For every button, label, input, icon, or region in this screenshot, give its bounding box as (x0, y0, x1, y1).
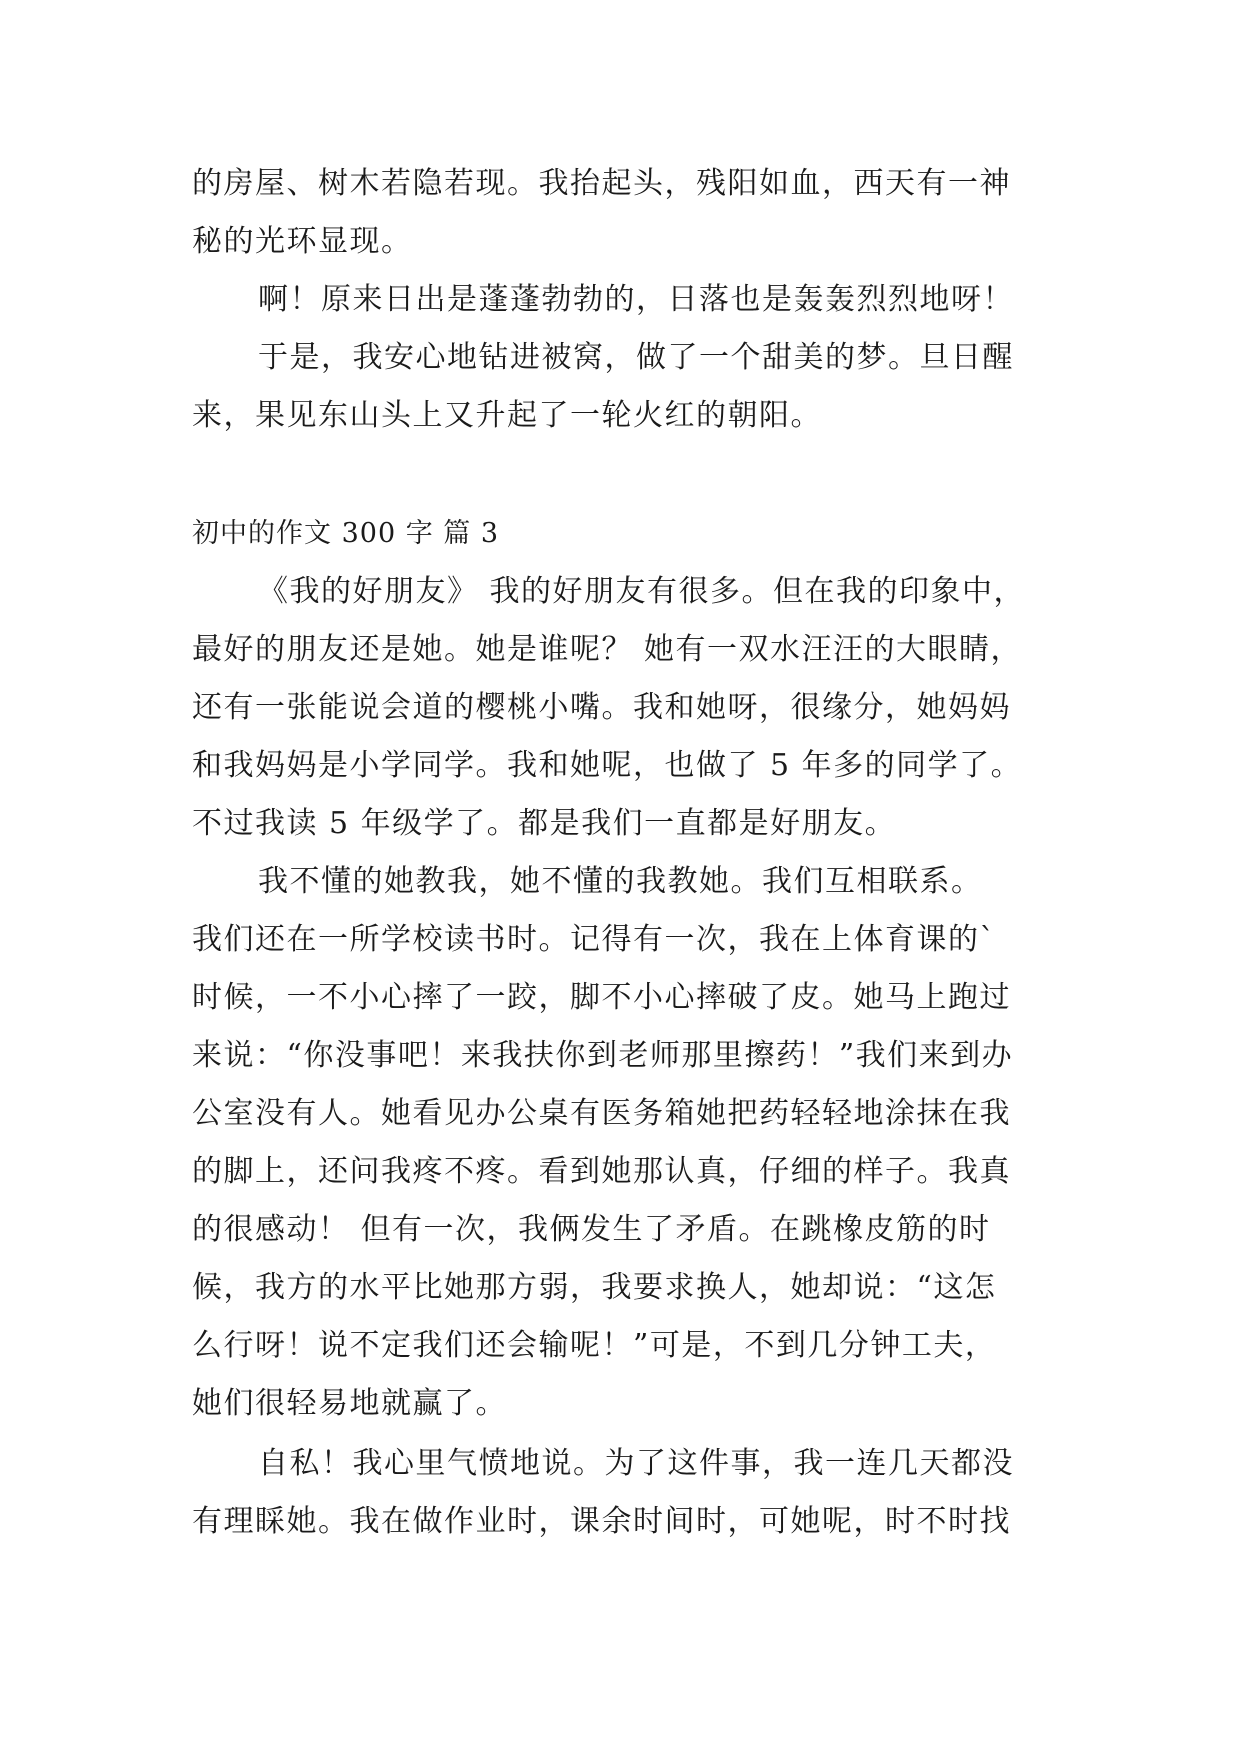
paragraph-line: 她们很轻易地就赢了。 (192, 1386, 507, 1421)
paragraph-line: 于是，我安心地钻进被窝，做了一个甜美的梦。旦日醒 (258, 340, 1014, 375)
paragraph-line: 不过我读 5 年级学了。都是我们一直都是好朋友。 (192, 806, 897, 841)
paragraph-line: 自私！我心里气愤地说。为了这件事，我一连几天都没 (258, 1446, 1014, 1481)
paragraph-line: 么行呀！说不定我们还会输呢！”可是，不到几分钟工夫， (192, 1328, 997, 1363)
paragraph-line: 候，我方的水平比她那方弱，我要求换人，她却说：“这怎 (192, 1270, 997, 1305)
paragraph-line: 时候，一不小心摔了一跤，脚不小心摔破了皮。她马上跑过 (192, 980, 1011, 1015)
paragraph-line: 的很感动！ 但有一次，我俩发生了矛盾。在跳橡皮筋的时 (192, 1212, 991, 1247)
paragraph-line: 来，果见东山头上又升起了一轮火红的朝阳。 (192, 398, 822, 433)
paragraph-line: 还有一张能说会道的樱桃小嘴。我和她呀，很缘分，她妈妈 (192, 690, 1011, 725)
paragraph-line: 公室没有人。她看见办公桌有医务箱她把药轻轻地涂抹在我 (192, 1096, 1011, 1131)
paragraph-line: 的脚上，还问我疼不疼。看到她那认真，仔细的样子。我真 (192, 1154, 1011, 1189)
paragraph-line: 我们还在一所学校读书时。记得有一次，我在上体育课的` (192, 922, 996, 957)
paragraph-line: 和我妈妈是小学同学。我和她呢，也做了 5 年多的同学了。 (192, 748, 1023, 783)
paragraph-line: 有理睬她。我在做作业时，课余时间时，可她呢，时不时找 (192, 1504, 1011, 1539)
paragraph-line: 《我的好朋友》 我的好朋友有很多。但在我的印象中， (258, 574, 1026, 609)
paragraph-line: 的房屋、树木若隐若现。我抬起头，残阳如血，西天有一神 (192, 166, 1011, 201)
paragraph-line: 来说：“你没事吧！来我扶你到老师那里擦药！”我们来到办 (192, 1038, 1014, 1073)
paragraph-line: 秘的光环显现。 (192, 224, 413, 259)
paragraph-line: 最好的朋友还是她。她是谁呢？ 她有一双水汪汪的大眼睛， (192, 632, 1023, 667)
section-heading: 初中的作文 300 字 篇 3 (192, 518, 500, 549)
paragraph-line: 我不懂的她教我，她不懂的我教她。我们互相联系。 (258, 864, 983, 899)
paragraph-line: 啊！原来日出是蓬蓬勃勃的，日落也是轰轰烈烈地呀！ (258, 282, 1014, 317)
